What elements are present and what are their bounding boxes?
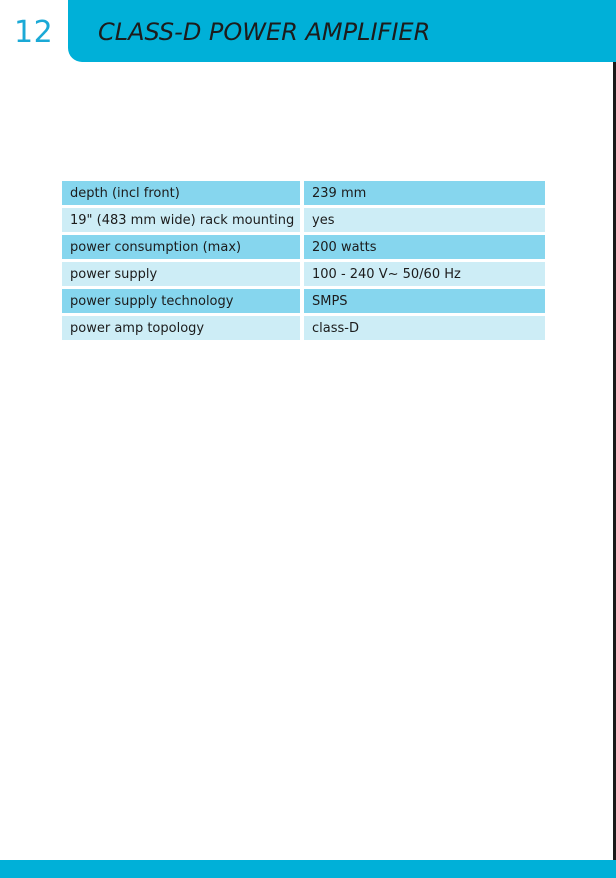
header-bar — [68, 0, 616, 62]
table-row — [62, 208, 545, 232]
spec-value: SMPS — [304, 289, 545, 313]
spec-table — [62, 178, 545, 343]
spec-label: power amp topology — [62, 316, 304, 340]
spec-value: 100 - 240 V~ 50/60 Hz — [304, 262, 545, 286]
table-row — [62, 289, 545, 313]
table-row — [62, 316, 545, 340]
spec-value: 200 watts — [304, 235, 545, 259]
table-row — [62, 181, 545, 205]
spec-value: yes — [304, 208, 545, 232]
page-title: CLASS-D POWER AMPLIFIER — [98, 18, 431, 46]
spec-value: class-D — [304, 316, 545, 340]
spec-label: depth (incl front) — [62, 181, 304, 205]
table-row — [62, 235, 545, 259]
spec-label: 19" (483 mm wide) rack mounting — [62, 208, 304, 232]
footer-bar — [0, 860, 616, 878]
spec-value: 239 mm — [304, 181, 545, 205]
spec-label: power consumption (max) — [62, 235, 304, 259]
spec-label: power supply technology — [62, 289, 304, 313]
table-row — [62, 262, 545, 286]
spec-label: power supply — [62, 262, 304, 286]
page-number: 12 — [14, 15, 54, 50]
